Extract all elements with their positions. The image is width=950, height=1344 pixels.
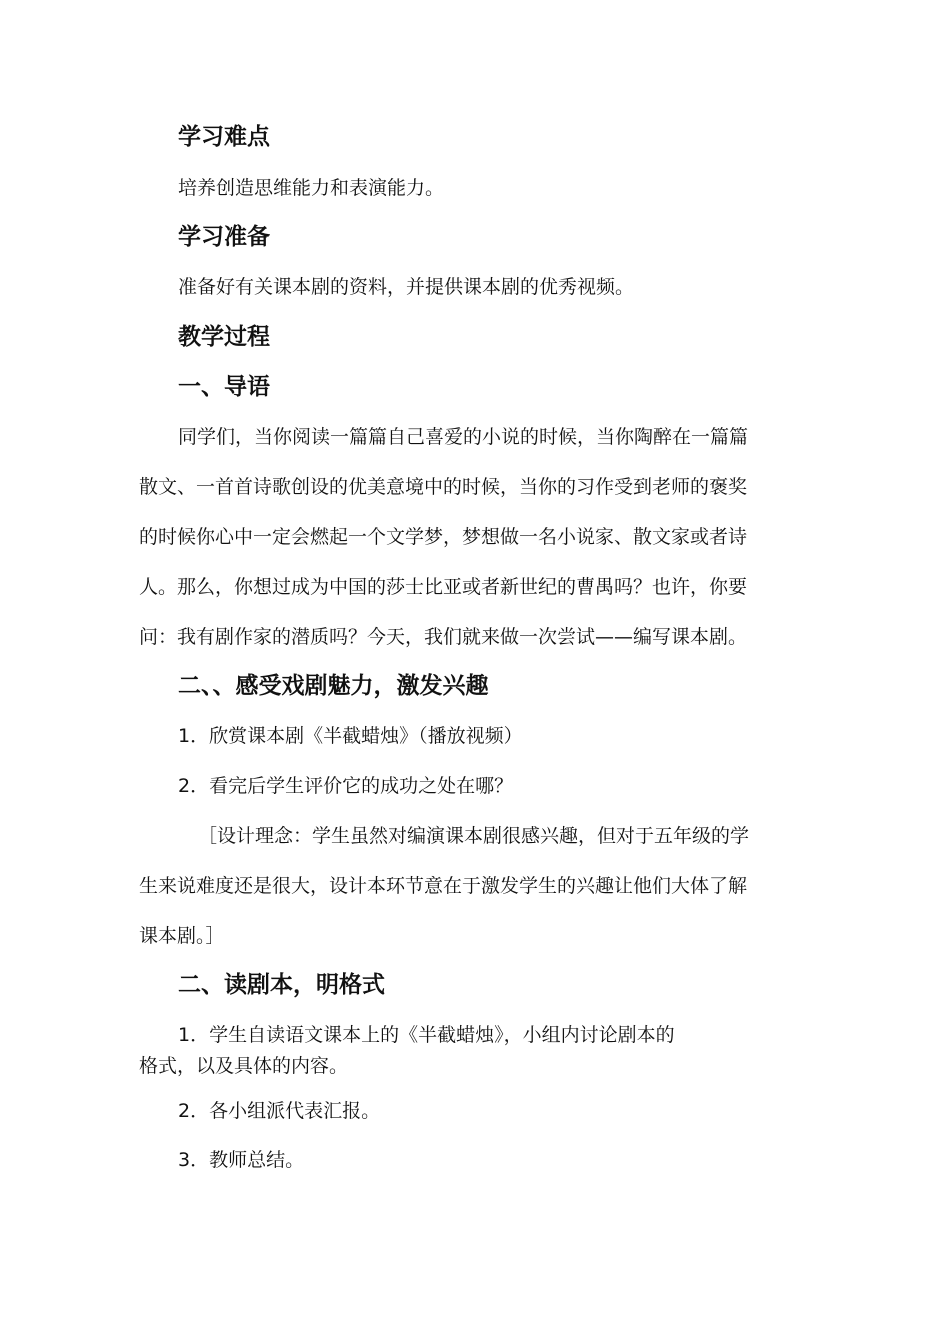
heading-feel-drama: 二、、感受戏剧魅力，激发兴趣 — [178, 673, 489, 699]
feel-item: 2．看完后学生评价它的成功之处在哪？ — [178, 775, 514, 797]
preparation-text: 准备好有关课本剧的资料，并提供课本剧的优秀视频。 — [178, 276, 635, 298]
design-line: ［设计理念：学生虽然对编演课本剧很感兴趣，但对于五年级的学 — [198, 825, 750, 847]
design-line: 课本剧。］ — [139, 925, 225, 947]
read-item: 2．各小组派代表汇报。 — [178, 1100, 381, 1122]
heading-learning-preparation: 学习准备 — [178, 224, 270, 250]
intro-line: 散文、一首首诗歌创设的优美意境中的时候，当你的习作受到老师的褒奖 — [139, 476, 748, 498]
heading-teaching-process: 教学过程 — [178, 324, 270, 350]
difficulty-text: 培养创造思维能力和表演能力。 — [178, 177, 445, 199]
intro-line: 人。那么，你想过成为中国的莎士比亚或者新世纪的曹禺吗？也许，你要 — [139, 576, 748, 598]
read-item: 3．教师总结。 — [178, 1149, 305, 1171]
intro-line: 同学们，当你阅读一篇篇自己喜爱的小说的时候，当你陶醉在一篇篇 — [178, 426, 749, 448]
intro-line: 问：我有剧作家的潜质吗？今天，我们就来做一次尝试——编写课本剧。 — [139, 626, 748, 648]
read-item: 1．学生自读语文课本上的《半截蜡烛》，小组内讨论剧本的 — [178, 1024, 675, 1046]
feel-item: 1．欣赏课本剧《半截蜡烛》（播放视频） — [178, 725, 523, 747]
design-line: 生来说难度还是很大，设计本环节意在于激发学生的兴趣让他们大体了解 — [139, 875, 748, 897]
read-item: 格式，以及具体的内容。 — [139, 1055, 349, 1077]
heading-introduction: 一、导语 — [178, 374, 270, 400]
heading-learning-difficulty: 学习难点 — [178, 124, 270, 150]
heading-read-script: 二、读剧本，明格式 — [178, 972, 385, 998]
intro-line: 的时候你心中一定会燃起一个文学梦，梦想做一名小说家、散文家或者诗 — [139, 526, 748, 548]
